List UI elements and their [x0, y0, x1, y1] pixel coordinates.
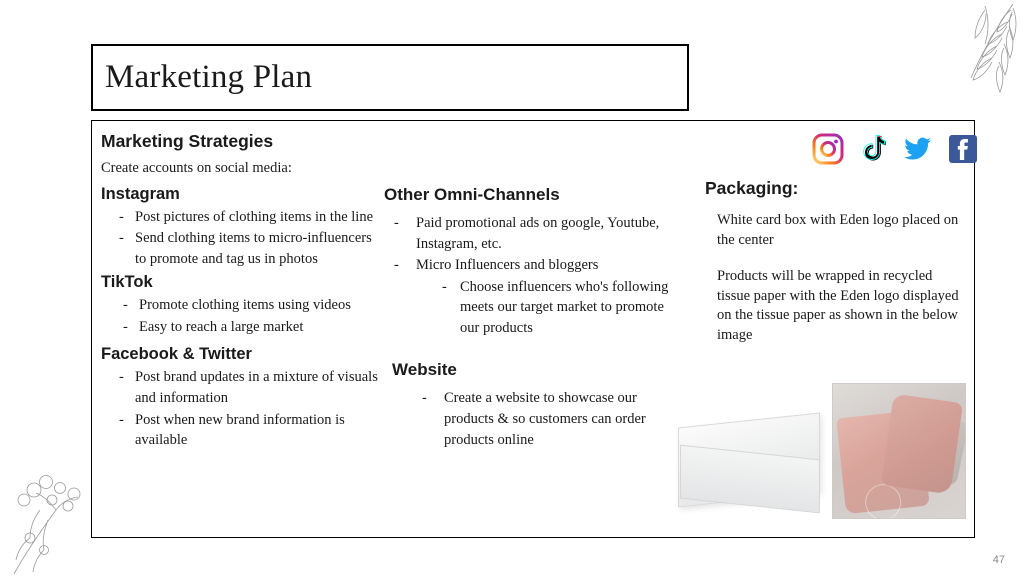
omni-channels-heading: Other Omni-Channels — [384, 185, 560, 204]
list-item: - Post pictures of clothing items in the line — [101, 207, 386, 228]
tiktok-icon — [857, 133, 889, 165]
instagram-icon — [812, 133, 844, 165]
website-heading: Website — [392, 360, 457, 380]
column-marketing-strategies — [101, 131, 386, 455]
list-item: - Post when new brand information is available — [101, 410, 386, 451]
strategies-heading: Marketing Strategies — [101, 131, 274, 151]
website-list — [384, 388, 684, 450]
page-title: Marketing Plan — [105, 59, 313, 95]
botanical-decoration-top-right — [913, 0, 1023, 120]
column-omni-channels — [384, 185, 684, 451]
packaging-paragraph-1: White card box with Eden logo placed on the center — [717, 212, 959, 248]
slide-title-box — [91, 44, 689, 111]
list-item: - Post brand updates in a mixture of visuals and information — [101, 367, 386, 408]
slide-number: 47 — [992, 554, 1005, 566]
facebook-twitter-heading: Facebook & Twitter — [101, 345, 252, 364]
list-item: - Choose influencers who's following meets our target market to promote our products — [384, 277, 684, 339]
white-card-box-photo — [678, 412, 830, 513]
instagram-heading: Instagram — [101, 184, 180, 203]
tiktok-list — [101, 295, 386, 337]
list-item: - Micro Influencers and bloggers — [384, 255, 684, 276]
recycled-tissue-paper-photo — [832, 383, 966, 519]
list-item: - Easy to reach a large market — [101, 317, 386, 338]
omni-channels-list — [384, 213, 684, 276]
social-media-icon-row — [812, 133, 979, 165]
packaging-heading: Packaging: — [705, 178, 799, 198]
list-item: - Send clothing items to micro-influencers to promote and tag us in photos — [101, 228, 386, 269]
list-item: - Create a website to showcase our products & so customers can order products online — [384, 388, 684, 450]
facebook-icon — [947, 133, 979, 165]
instagram-list — [101, 207, 386, 270]
strategies-intro: Create accounts on social media: — [101, 160, 292, 176]
column-packaging — [705, 178, 967, 362]
twitter-icon — [902, 133, 934, 165]
omni-channels-sublist — [384, 277, 684, 339]
list-item: - Promote clothing items using videos — [101, 295, 386, 316]
packaging-paragraph-2: Products will be wrapped in recycled tissue paper with the Eden logo displayed on the tissue paper as shown in the below image — [717, 267, 959, 344]
facebook-twitter-list — [101, 367, 386, 450]
tiktok-heading: TikTok — [101, 273, 153, 292]
list-item: - Paid promotional ads on google, Youtube, Instagram, etc. — [384, 213, 684, 254]
tissue-wrap-pink-2 — [881, 394, 963, 495]
